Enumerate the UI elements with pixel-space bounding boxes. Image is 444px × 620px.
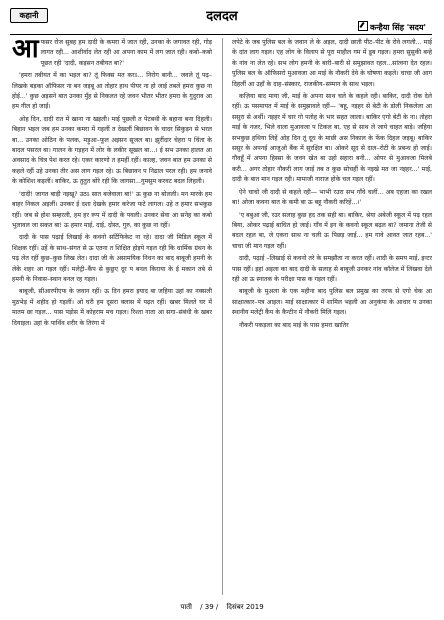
paragraph: 'ए बबुआ जी, रउर सलाह कुछ हद तक सही बा। बाकिर, श्रेया अबेजी स्कूल में पढ़ रहल बिया, ओकर पढ़ाई बाधित हो जाई। गाँव में इन के कवनो स्कूल बढ़ल बा? जमाना तेजी से बदल रहल बा, जे एकरा साथ ना चली ऊ पिछड़ जाई... हम गावे आवत जात रहब...' चाचा जी मान गइल रहीं।: [232, 211, 432, 250]
right-column: [232, 38, 432, 595]
section-tag: कहानी: [10, 8, 48, 23]
author-name: कन्हैया सिंह 'सदय': [370, 23, 426, 32]
header-rule: [10, 34, 432, 35]
paragraph: दादी, पढ़ाई –लिखाई से कवनो तरे के समझौता ना करत रहीं। शादी के समय माई, इन्टर पास रहीं। इहां अइला का बाद दादी के सलाह से बाबूजी उनकर नांव कॉलेज में लिखवा देले रही आ ऊ स्नातक के परीक्षा पास क गइल रहीं।: [232, 255, 432, 283]
pen-icon: [358, 21, 368, 31]
story-title: दलदल: [206, 9, 238, 24]
opening-paragraph: [12, 38, 212, 69]
page-footer: [0, 603, 444, 612]
paragraph: लपेटे के जब पुलिस बल के जवान ले के अइल, दादी छाती पीट–पीट के रोवे लगली... माई के दांत लाग गइल। एह लोग के विलाप से पूरा माहौल गम में डूब गइल। हमरा सुसुकी बन्हे के नांव ना लेत रहे। सभ लोग हमनी के बारी–बारी से समुझावत रहल...सांत्वना देत रहल। पुलिस बल के ऑफिसरो मुआवजा आ माई के नौकरी देवे के घोषणा कइले। चाचा जी आग दिहलीं आ उहाँ के दाह–संस्कार, राजकीय–सम्मान के साथ भइल।: [232, 39, 432, 88]
column-divider: [222, 38, 223, 595]
paragraph: ऐने चाचो जी दादी से कहले रही— भाभी रउरा सभ गाँवे चलीं... अब एहजा का रखल बा! ओजा कवना बात के कमी बा ऊ बहू नौकरी करिहें...।': [232, 188, 432, 207]
paragraph: 'हमरा तबीयत में का भइल बा? तूं फिक्स मत करऽ... निरोग बानी... जवले तूं पढ़–लिखके बड़का ऑफिसर ना बन जइबू आ तोहार हाथ पीयर ना हो जाई तबले हमरा कुछ ना होई...' कुछ अइसने बात उनका मुँह से निकलत रहे जवन भीतर भीतर हमरा के गुदुराव आ हम गील हो जाईं।: [12, 72, 212, 111]
paragraph: दादी के पास पढ़ाई लिखाई के कवनो सर्टिफिकेट ना रहे। दादा जी मिडिल स्कूल में शिक्षक रहीं। उहें के साथ–संगत से ऊ एतना त शिक्षित होइये गइल रही कि धार्मिक ग्रंथन के पढ़ लेत रहीं कुछ–कुछ लिख लेत। दादा जी के असामयिक निधन का बाद बाबूजी हमनी के लेके शहर आ गइल रहीं। मलेट्री–कैंप से कुछुए दूर प बनल किराया के ई मकान तबे से हमनी के निवास–स्थान बनल रह गइल।: [12, 234, 212, 283]
author-byline: [358, 21, 426, 33]
opening-text: फसर रोज सुबह हम दादी के कमरा में जात रही, उनका के जगावत रही, गोड़ लागत रही... आशीर्वाद लेत रही आ अपना काम में लग जात रही। कबो–कबो पूछत रही 'दादी, कइसन तबीयत बा?': [40, 39, 212, 67]
drop-cap: आ: [12, 38, 39, 64]
issue-date: दिसंबर 2019: [226, 603, 264, 611]
left-column: [12, 38, 212, 595]
page-number: / 39 /: [200, 603, 219, 611]
paragraph: 'दादी! जागत बाड़ी नइखू? उठऽ सात बजेवाला बा!' ऊ कुछ ना बोलली। मन मारके हम बाहर निकल अइलीं। उनकर ई दशा देखके हमार करेजा फटे लागल। उहे त हमार सभकुछ रहीं। जब से होश सम्हरली, हम हर रूप में दादी के पवली। उनकर सेवा आ सनेह का कबो भुलावल जा सकत बा! ऊ हमार माई, दाई, दोस्त, गुरु, का कुछ ना रहीं।: [12, 190, 212, 229]
paragraph: नौकरी पकड़ला का बाद माई के पास हमरा खातिर: [239, 321, 349, 329]
paragraph: बाबूजी, सीआरपीएफ के जवान रहीं। ऊ दिन हमरा इयाद बा जहिया उहां का नक्सली मुठभेड़ में शहीद हो गइलीं। ओ घरी हम दूसरा क्लास में पढ़त रहीं। खबर मिलते घर में मातम छा गइल... पास पड़ोस में कोहराम मच गइल। रिश्ता नाता आ सगा–संबंधी के खबर दियाइल। उहां के पार्थिव शरीर के तिरंगा में: [12, 288, 212, 327]
magazine-name: पाती: [180, 603, 192, 611]
paragraph: बाबूजी के मुअला के एक महीना बाद पुलिस बल प्रमुख का तरफ से एगो चेक आ साक्षात्कार–पत्र आइल। माई साक्षात्कार में शामिल भइली आ अनुकंपा के आधार प उनका स्थानीय मलेट्री कैंप के कैन्टीन में नौकरी मिलि गइल।: [232, 288, 432, 317]
paragraph: ओह दिन, दादी रात में खाना ना खइली। माई पूछली त पेटबथी के बहाना बना दिहली। बिहान भइल जब हम उनका कमरा में गइलीं त देखलीं बिछावन के चादर सिकुड़न से भरल बा... उनका ओठिन के पलक, मड़ुआ–फूल अइसन सूजल बा। झुर्रीदार चेहरा प चिंता के बादल पसरल बा। गालन के गड़हन में लोर के लकीर सूखल बा...। ई सभ उनका हालत आ अवसाद के चित्र पेश करत रहे। एकर कारणो त हमहीं रहीं। काल्ह, जवन बात हम उनका से कहले रहीं उहे उनका तीर अस लाग गइल रहे। ऊ बिछावन प निढाल परल रही। हम जनावे के कोशिश कइलीं। बाकिर, ऊ तुतुत बोरे रही कि जागसा...गुमसुम करवट बदल लिहली।: [12, 115, 212, 186]
paragraph: कज़िया बाद माया जी, माई के अपना साथ चले के कहले रही। बाकिर, दादी रोक देले रहीं। ऊ पसमायत में माई के समुझावले रहीं— 'बहू, नइहर से बेटी के डोली निकलेला आ ससुरा से अर्थी। नइहर में चार गो पतोह के भार सहत जाला। बाकिर एगो बेटी के ना। तोहरा माई के नजर, भिले वाला मुआवजा प टिकल बा, एह से साथ ले जाये चाहत बाड़े। जहिया सभकुछ हथिया लिहें ओह दिन तूं दूध के माछी अस निकाल के फेंक दिहल जइबू। बाकिर ससुर के अपनई आजुओ बैंक में सुरक्षित बा। ओकरे सूद से दाल–रोटी के प्रबन्ध हो जाई। गौवहूँ में अपना हिस्सा के जवन खेत बा उहो सहारा बनी... ओपर से मुआवजा मिलबे करी... अगर तोहार नौकरी लाग जाई तब त कुछ सोचहीं के नइखे मत जा नइहर...' माई, दादी के बात मान गइल रही। मामाजी नाराज होके चल गइल रहीं।: [232, 93, 432, 184]
